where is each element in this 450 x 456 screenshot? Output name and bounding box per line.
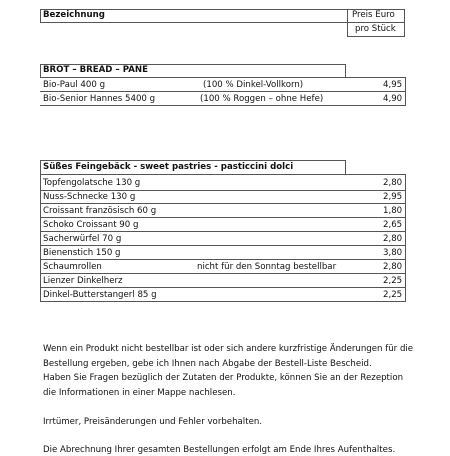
pastries-left-rule [40, 174, 41, 302]
bread-row-1-note: (100 % Dinkel-Vollkorn) [203, 80, 304, 90]
bread-row-1-price: 4,95 [383, 80, 403, 90]
row-divider [40, 105, 406, 106]
billing-note: Die Abrechnung Ihrer gesamten Bestellungen erfolgt am Ende Ihres Aufenthaltes. [43, 445, 396, 455]
notes-paragraph-line: Wenn ein Produkt nicht bestellbar ist oder sich andere kurzfristige Änderungen für die [43, 344, 414, 354]
bread-title-underline [40, 77, 406, 78]
bread-row-1-name: Bio-Paul 400 g [43, 80, 106, 90]
row-divider [40, 273, 406, 274]
header-price-line1: Preis Euro [352, 10, 395, 20]
pastry-row-9-name: Dinkel-Butterstangerl 85 g [43, 290, 157, 300]
row-divider [40, 91, 406, 92]
pastry-row-7-price: 2,80 [383, 262, 403, 272]
row-divider [40, 217, 406, 218]
bread-row-2-price: 4,90 [383, 94, 403, 104]
pastry-row-3-name: Croissant französisch 60 g [43, 206, 157, 216]
pastry-row-8-name: Lienzer Dinkelherz [43, 276, 123, 286]
notes-paragraph-line: Haben Sie Fragen bezüglich der Zutaten der Produkte, können Sie an der Rezeption [43, 373, 404, 383]
disclaimer-text: Irrtümer, Preisänderungen und Fehler vorbehalten. [43, 417, 263, 427]
pastry-row-4-name: Schoko Croissant 90 g [43, 220, 139, 230]
row-divider [40, 259, 406, 260]
row-divider [40, 190, 406, 191]
pastry-row-6-price: 3,80 [383, 248, 403, 258]
bread-row-2-name: Bio-Senior Hannes 5400 g [43, 94, 156, 104]
notes-paragraph-line: die Informationen in einer Mappe nachlesen. [43, 388, 236, 398]
row-divider [40, 245, 406, 246]
pastry-row-4-price: 2,65 [383, 220, 403, 230]
bread-row-2-note: (100 % Roggen – ohne Hefe) [200, 94, 324, 104]
row-divider [40, 301, 406, 302]
pastry-row-5-name: Sacherwürfel 70 g [43, 234, 122, 244]
pastries-right-rule [405, 174, 406, 302]
pastry-row-5-price: 2,80 [383, 234, 403, 244]
row-divider [40, 203, 406, 204]
pastry-row-2-price: 2,95 [383, 192, 403, 202]
row-divider [40, 287, 406, 288]
pastry-row-3-price: 1,80 [383, 206, 403, 216]
pastries-section-title: Süßes Feingebäck - sweet pastries - pasticcini dolci [43, 162, 294, 172]
pastry-row-2-name: Nuss-Schnecke 130 g [43, 192, 136, 202]
notes-paragraph-line: Bestellung ergeben, gebe ich Ihnen nach Abgabe der Bestell-Liste Bescheid. [43, 359, 372, 369]
pastry-row-7-name: Schaumrollen [43, 262, 102, 272]
header-price-divider [347, 22, 405, 23]
pastry-row-8-price: 2,25 [383, 276, 403, 286]
header-title: Bezeichnung [43, 10, 105, 20]
pastry-row-1-price: 2,80 [383, 178, 403, 188]
bread-section-title: BROT – BREAD – PANE [43, 65, 148, 75]
pastry-row-6-name: Bienenstich 150 g [43, 248, 121, 258]
header-price-line2: pro Stück [355, 24, 396, 34]
pastry-row-1-name: Topfengolatsche 130 g [43, 178, 141, 188]
pastry-row-7-note: nicht für den Sonntag bestellbar [197, 262, 337, 272]
pastries-title-underline [40, 174, 406, 175]
row-divider [40, 231, 406, 232]
pastry-row-9-price: 2,25 [383, 290, 403, 300]
